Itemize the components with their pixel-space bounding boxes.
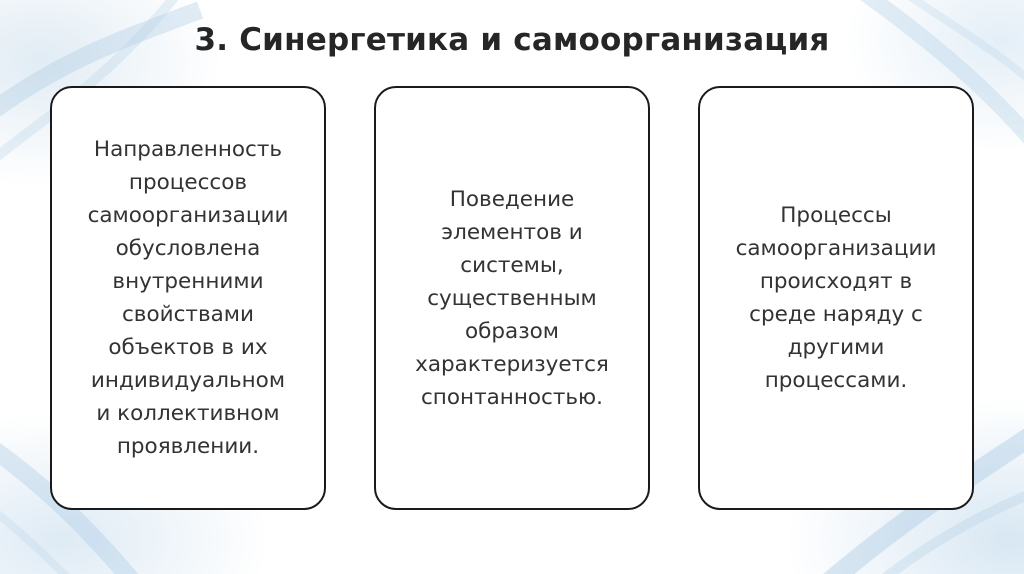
info-card-processes — [698, 86, 974, 510]
page-title: 3. Синергетика и самоорганизация — [194, 22, 830, 58]
info-card-direction — [50, 86, 326, 510]
card-text: Направленность процессов самоорганизации обусловлена внутренними свойствами объектов в их индивидуальном и коллективном проявлении. — [87, 137, 289, 459]
card-text: Поведение элементов и системы, существенным образом характеризуется спонтанностью. — [415, 186, 609, 410]
info-card-behavior — [374, 86, 650, 510]
card-text: Процессы самоорганизации происходят в среде наряду с другими процессами. — [735, 203, 937, 393]
